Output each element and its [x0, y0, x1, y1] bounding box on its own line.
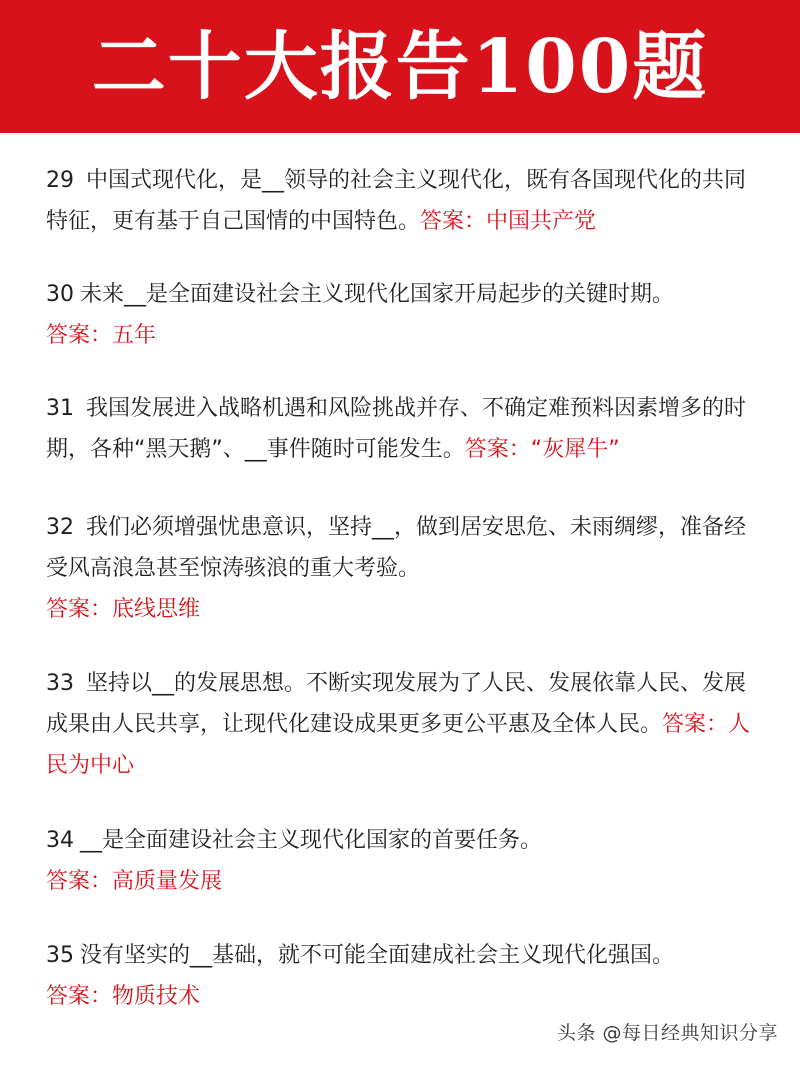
page-title: 二十大报告100题	[91, 23, 709, 110]
question-33	[46, 663, 764, 786]
question-number: 34	[46, 828, 74, 853]
question-35	[46, 935, 764, 1017]
answer-text: 答案：物质技术	[46, 984, 201, 1009]
question-number: 31	[46, 396, 74, 421]
answer-text: 答案：中国共产党	[420, 209, 597, 234]
question-text: 中国式现代化，是__领导的社会主义现代化，既有各国现代化的共同特征，更有基于自己国情的中国特色。	[46, 168, 747, 234]
answer-text: 答案：人民为中心	[46, 712, 751, 778]
answer-text: 答案：五年	[46, 323, 157, 348]
source-watermark: 头条 @每日经典知识分享	[556, 1022, 778, 1044]
question-number: 35	[46, 943, 74, 968]
question-text: __是全面建设社会主义现代化国家的首要任务。	[80, 828, 543, 853]
question-number: 29	[46, 168, 74, 193]
question-text: 未来__是全面建设社会主义现代化国家开局起步的关键时期。	[80, 282, 675, 307]
question-31	[46, 388, 764, 470]
answer-text: 答案：高质量发展	[46, 869, 223, 894]
question-number: 30	[46, 282, 74, 307]
question-29	[46, 160, 764, 242]
question-number: 32	[46, 515, 74, 540]
question-text: 没有坚实的__基础，就不可能全面建成社会主义现代化强国。	[80, 943, 675, 968]
title-banner	[0, 0, 800, 133]
answer-text: 答案：“灰犀牛”	[464, 437, 620, 462]
question-number: 33	[46, 671, 74, 696]
question-text: 坚持以__的发展思想。不断实现发展为了人民、发展依靠人民、发展成果由人民共享，让现代化建设成果更多更公平惠及全体人民。	[46, 671, 747, 737]
question-list	[46, 160, 764, 1017]
question-text: 我国发展进入战略机遇和风险挑战并存、不确定难预料因素增多的时期，各种“黑天鹅”、__事件随时可能发生。	[46, 396, 747, 462]
question-text: 我们必须增强忧患意识，坚持__，做到居安思危、未雨绸缪，准备经受风高浪急甚至惊涛骇浪的重大考验。	[46, 515, 747, 581]
question-30	[46, 274, 764, 356]
question-34	[46, 820, 764, 902]
answer-text: 答案：底线思维	[46, 597, 201, 622]
question-32	[46, 507, 764, 630]
